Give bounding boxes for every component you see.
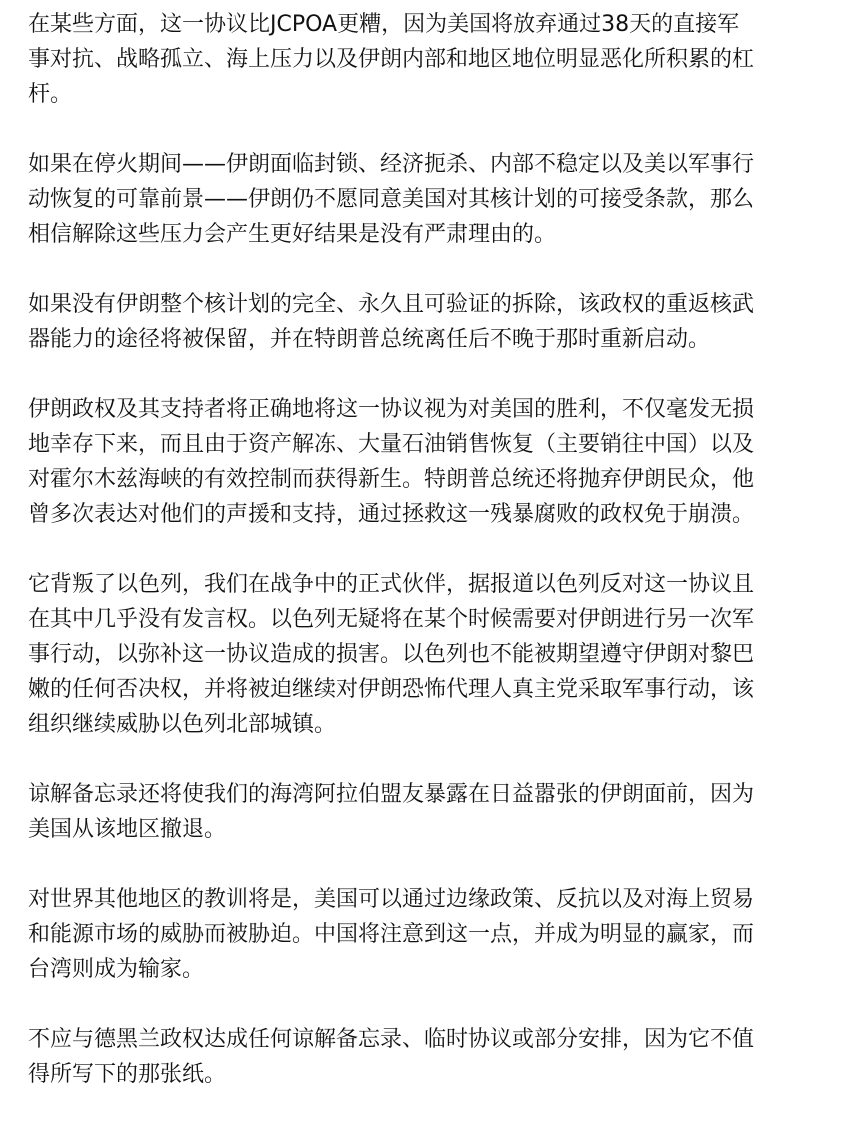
text-line: 事对抗、战略孤立、海上压力以及伊朗内部和地区地位明显恶化所积累的杠	[28, 47, 755, 72]
text-line: 组织继续威胁以色列北部城镇。	[28, 712, 337, 737]
text-line: 和能源市场的威胁而被胁迫。中国将注意到这一点，并成为明显的赢家，而	[28, 922, 755, 947]
text-line: 事行动，以弥补这一协议造成的损害。以色列也不能被期望遵守伊朗对黎巴	[28, 642, 755, 667]
text-line: 对世界其他地区的教训将是，美国可以通过边缘政策、反抗以及对海上贸易	[28, 887, 755, 912]
text-line: 相信解除这些压力会产生更好结果是没有严肃理由的。	[28, 222, 557, 247]
paragraph-3	[28, 287, 839, 357]
paragraph-4	[28, 392, 839, 532]
text-line: 如果没有伊朗整个核计划的完全、永久且可验证的拆除，该政权的重返核武	[28, 292, 755, 317]
text-line: 得所写下的那张纸。	[28, 1062, 227, 1087]
paragraph-8	[28, 1022, 839, 1092]
text-line: 谅解备忘录还将使我们的海湾阿拉伯盟友暴露在日益嚣张的伊朗面前，因为	[28, 782, 755, 807]
text-line: 地幸存下来，而且由于资产解冻、大量石油销售恢复（主要销往中国）以及	[28, 432, 755, 457]
text-line: 如果在停火期间——伊朗面临封锁、经济扼杀、内部不稳定以及美以军事行	[28, 152, 755, 177]
text-line: 杆。	[28, 82, 73, 107]
text-line: 在某些方面，这一协议比JCPOA更糟，因为美国将放弃通过38天的直接军	[28, 12, 740, 37]
paragraph-7	[28, 882, 839, 987]
text-line: 器能力的途径将被保留，并在特朗普总统离任后不晚于那时重新启动。	[28, 327, 711, 352]
paragraph-1	[28, 7, 839, 112]
text-line: 在其中几乎没有发言权。以色列无疑将在某个时候需要对伊朗进行另一次军	[28, 607, 755, 632]
text-line: 对霍尔木兹海峡的有效控制而获得新生。特朗普总统还将抛弃伊朗民众，他	[28, 467, 755, 492]
text-line: 嫩的任何否决权，并将被迫继续对伊朗恐怖代理人真主党采取军事行动，该	[28, 677, 755, 702]
paragraph-5	[28, 567, 839, 742]
paragraph-6	[28, 777, 839, 847]
text-line: 动恢复的可靠前景——伊朗仍不愿同意美国对其核计划的可接受条款，那么	[28, 187, 755, 212]
text-line: 台湾则成为输家。	[28, 957, 205, 982]
text-line: 曾多次表达对他们的声援和支持，通过拯救这一残暴腐败的政权免于崩溃。	[28, 502, 755, 527]
text-line: 它背叛了以色列，我们在战争中的正式伙伴，据报道以色列反对这一协议且	[28, 572, 755, 597]
text-line: 伊朗政权及其支持者将正确地将这一协议视为对美国的胜利，不仅毫发无损	[28, 397, 755, 422]
text-line: 不应与德黑兰政权达成任何谅解备忘录、临时协议或部分安排，因为它不值	[28, 1027, 755, 1052]
paragraph-2	[28, 147, 839, 252]
text-line: 美国从该地区撤退。	[28, 817, 227, 842]
